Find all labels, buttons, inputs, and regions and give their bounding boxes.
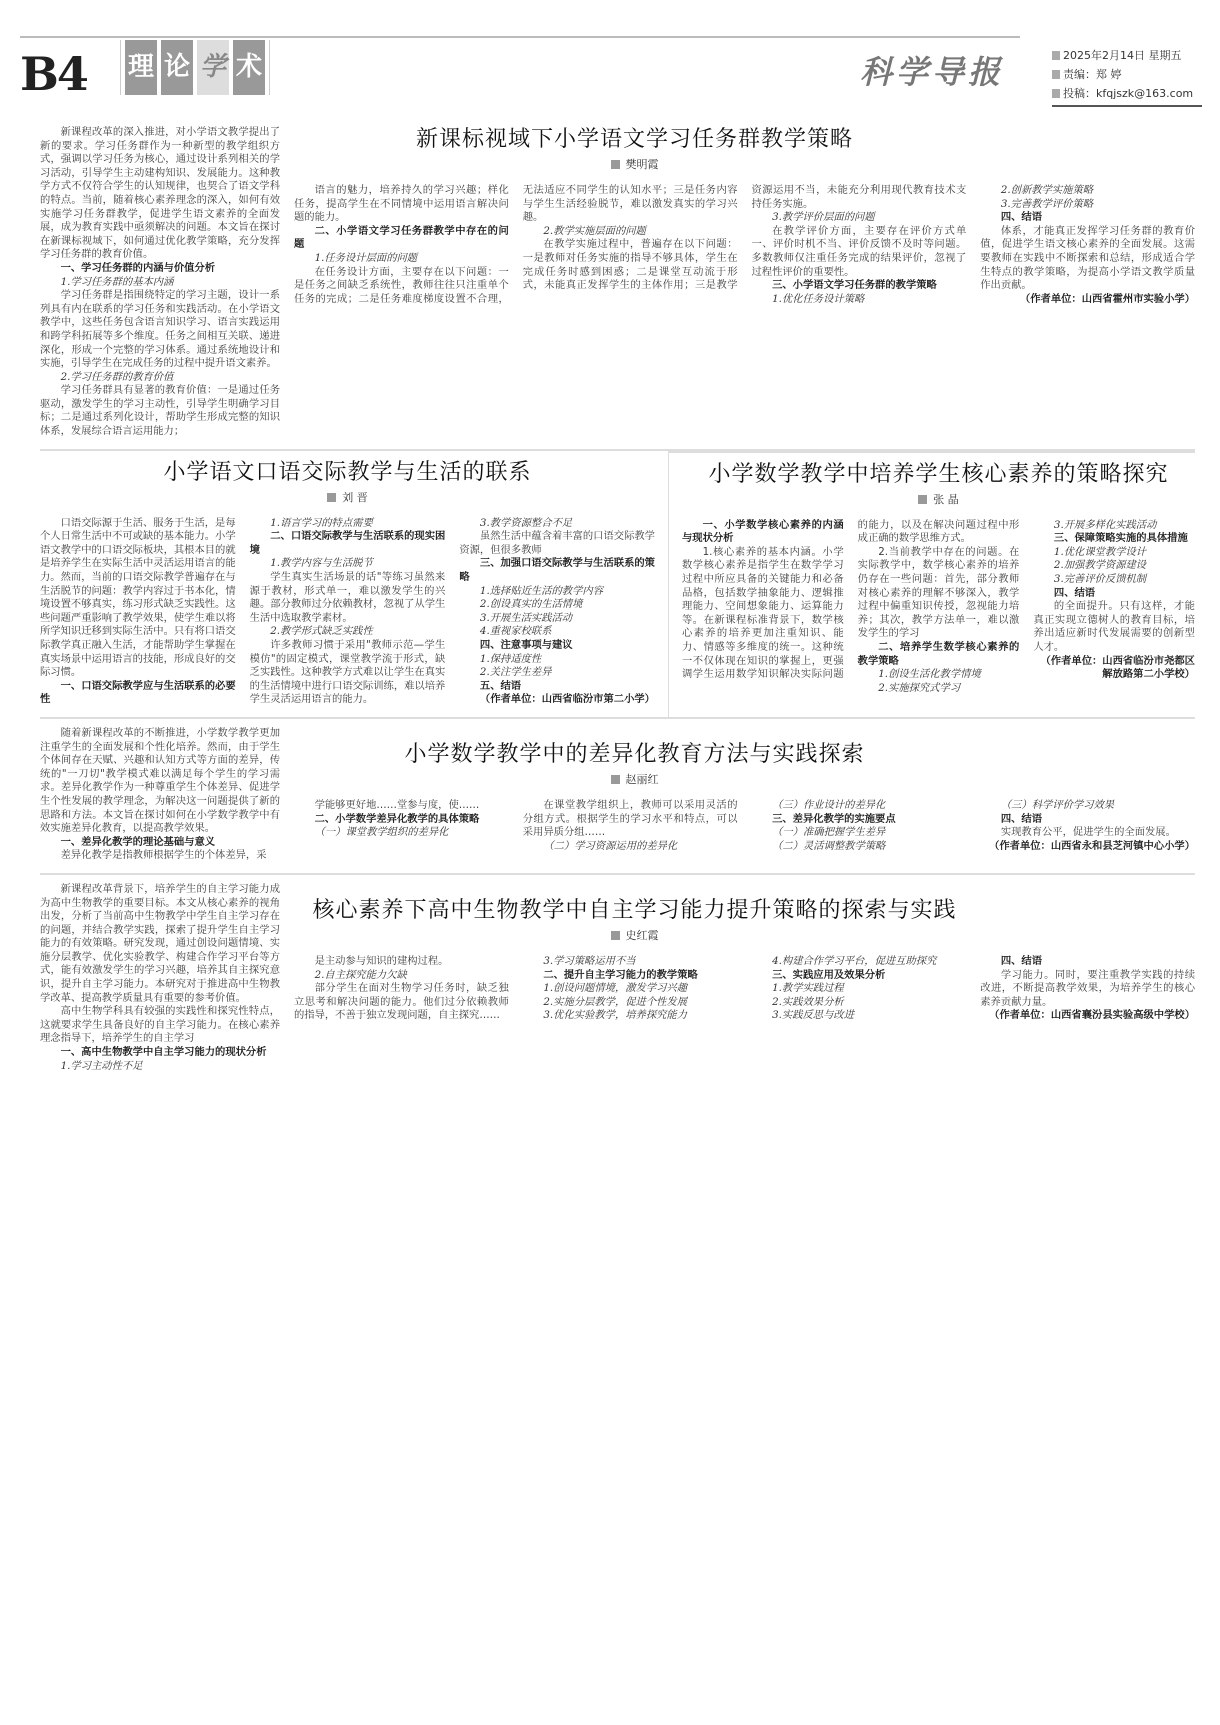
article	[668, 451, 1195, 717]
paragraph: 实现教育公平，促进学生的全面发展。	[1000, 826, 1176, 839]
author-affiliation: （作者单位：山西省临汾市尧都区解放路第二小学校）	[1040, 654, 1195, 681]
editor: 责编：郑 婷	[1052, 65, 1202, 84]
section-char: 论	[161, 40, 193, 95]
section-heading: 二、小学语文学习任务群教学中存在的问题	[294, 224, 509, 251]
subsection-heading: 1.保持适度性	[479, 652, 542, 665]
subsection-heading: 2.教学实施层面的问题	[543, 224, 646, 237]
section-heading: 四、结语	[1000, 211, 1043, 224]
author-affiliation: （作者单位：山西省霍州市实验小学）	[1019, 292, 1195, 305]
subsection-heading: 2.实施分层教学，促进个性发展	[543, 995, 688, 1008]
subsection-heading: （一）课堂教学组织的差异化	[314, 826, 449, 839]
header-rule	[20, 36, 1020, 38]
article-title: 小学数学教学中培养学生核心素养的策略探究	[708, 461, 1169, 487]
author-affiliation: （作者单位：山西省襄汾县实验高级中学校）	[989, 1009, 1195, 1022]
author-affiliation: （作者单位：山西省临汾市第二小学）	[479, 693, 655, 706]
paragraph: 在教学实施过程中，普遍存在以下问题：一是教师对任务实施的指导不够具体，学生在完成任务时感到困惑；二是课堂互动流于形式，未能真正发挥学生的主体作用；三是教学资源运用不当，未能充分利用现代教育技术支持任务实施。	[522, 184, 967, 292]
article-body	[294, 799, 1195, 853]
subsection-heading: 1.任务设计层面的问题	[314, 251, 418, 264]
paragraph: 差异化教学是指教师根据学生的个体差异，采	[60, 849, 267, 862]
article-title: 核心素养下高中生物教学中自主学习能力提升策略的探索与实践	[312, 897, 957, 923]
paragraph: 2.当前教学中存在的问题。在实际教学中，数学核心素养的培养仍存在一些问题：首先，部分教师对核心素养的理解不够深入，教学过程中偏重知识传授，忽视能力培养；其次，教学方法单一，难以激发学生的学习	[857, 545, 1020, 640]
page-content	[40, 118, 1195, 1083]
article-author: 史红霞	[294, 929, 1195, 943]
paragraph: 学生真实生活场景的话"等练习虽然来源于教材，形式单一，难以激发学生的兴趣。部分教师过分依赖教材，忽视了从学生生活中选取教学素材。	[249, 571, 446, 624]
article-body	[294, 955, 1195, 1023]
subsection-heading: 1.创设问题情境，激发学习兴趣	[543, 982, 688, 995]
section-heading: 三、加强口语交际教学与生活联系的策略	[459, 557, 655, 584]
article	[40, 451, 655, 717]
subsection-heading: 2.关注学生差异	[479, 666, 552, 679]
section-heading: 一、小学数学核心素养的内涵与现状分析	[682, 518, 844, 545]
paragraph: 在课堂教学组织上，教师可以采用灵活的分组方式。根据学生的学习水平和特点，可以采用异质分组……	[522, 798, 738, 839]
paragraph: 新课程改革背景下，培养学生的自主学习能力成为高中生物教学的重要目标。本文从核心素养的视角出发，分析了当前高中生物教学中学生自主学习存在的问题，并结合教学实践，探索了提升学生自主学习能力的有效策略。研究发现，通过创设问题情境、实施分层教学、优化实验教学、构建合作学习平台等方式，能有效激发学生的学习兴趣，培养其自主探究意识，提升自主学习能力。本研究对于推进高中生物教学改革、提高教学质量具有重要的参考价值。	[40, 882, 280, 1004]
article-title: 小学数学教学中的差异化教育方法与实践探索	[404, 741, 865, 767]
section-char: 术	[233, 40, 265, 95]
subsection-heading: 3.开展生活实践活动	[479, 611, 573, 624]
subsection-heading: （三）科学评价学习效果	[1000, 798, 1115, 811]
section-char: 理	[125, 40, 157, 95]
paragraph: 部分学生在面对生物学习任务时，缺乏独立思考和解决问题的能力。他们过分依赖教师的指导，不善于独立发现问题，自主探究……	[294, 982, 509, 1022]
paragraph: 的全面提升。只有这样，才能真正实现立德树人的教育目标，培养出适应新时代发展需要的创新型人才。	[1033, 600, 1195, 653]
article-author: 刘 晋	[40, 491, 655, 505]
section-heading: 二、培养学生数学核心素养的教学策略	[857, 641, 1020, 667]
section-heading: 一、口语交际教学应与生活联系的必要性	[40, 679, 236, 706]
article-row	[40, 449, 1195, 717]
subsection-heading: 1.学习主动性不足	[60, 1059, 143, 1072]
subsection-heading: 3.学习策略运用不当	[543, 954, 636, 967]
subsection-heading: 1.创设生活化教学情境	[878, 668, 981, 681]
subsection-heading: 2.自主探究能力欠缺	[314, 968, 407, 981]
subsection-heading: 2.实践效果分析	[772, 995, 844, 1008]
article-author: 樊明霞	[294, 158, 1195, 172]
subsection-heading: 3.教学评价层面的问题	[772, 211, 875, 224]
section-heading: 四、结语	[1053, 586, 1096, 599]
subsection-heading: 2.实施探究式学习	[878, 681, 961, 694]
subsection-heading: 1.优化任务设计策略	[772, 292, 865, 305]
issue-date: 2025年2月14日 星期五	[1052, 46, 1202, 65]
article-lead	[40, 883, 280, 1073]
page-number: B4	[20, 47, 87, 101]
section-heading: 一、高中生物教学中自主学习能力的现状分析	[60, 1046, 267, 1059]
subsection-heading: 3.实践反思与改进	[772, 1009, 854, 1022]
section-heading: 三、差异化教学的实施要点	[772, 812, 896, 825]
article-lead	[40, 126, 280, 439]
section-heading: 四、结语	[1000, 954, 1043, 967]
section-heading: 三、实践应用及效果分析	[772, 968, 886, 981]
article	[40, 118, 1195, 449]
section-heading: 二、提升自主学习能力的教学策略	[543, 968, 698, 981]
author-affiliation: （作者单位：山西省永和县芝河镇中心小学）	[989, 839, 1195, 852]
subsection-heading: 1.选择贴近生活的教学内容	[479, 584, 603, 597]
subsection-heading: 3.完善教学评价策略	[1000, 197, 1094, 210]
subsection-heading: 1.优化课堂教学设计	[1053, 545, 1147, 558]
article-author: 张 晶	[682, 493, 1195, 507]
subsection-heading: 4.重视家校联系	[479, 625, 552, 638]
article-body	[294, 184, 1195, 306]
section-heading: 四、注意事项与建议	[479, 639, 573, 651]
section-heading: 五、结语	[479, 679, 522, 692]
subsection-heading: （一）准确把握学生差异	[772, 826, 886, 839]
paragraph: 随着新课程改革的不断推进，小学数学教学更加注重学生的全面发展和个性化培养。然而，由于学生个体间存在天赋、兴趣和认知方式等方面的差异，传统的"一刀切"教学模式难以满足每个学生的学习需求。差异化教学作为一种尊重学生个体差异、促进学生个性发展的教学理念，为解决这一问题提供了新的思路和方法。本文旨在探讨如何在小学数学教学中有效实施差异化教育，以提高教学效果。	[40, 726, 280, 835]
paragraph: 体系，才能真正发挥学习任务群的教育价值，促进学生语文核心素养的全面发展。这需要教师在实践中不断探索和总结，形成适合学生特点的教学策略，为提高小学语文教学质量作出贡献。	[980, 224, 1195, 292]
article	[40, 717, 1195, 873]
subsection-heading: 2.学习任务群的教育价值	[60, 370, 174, 383]
subsection-heading: 1.教学内容与生活脱节	[270, 557, 373, 570]
article-body	[682, 519, 1195, 696]
subsection-heading: 3.完善评价反馈机制	[1053, 573, 1147, 586]
paragraph: 许多教师习惯于采用"教师示范—学生模仿"的固定模式，课堂教学流于形式，缺乏实践性。这种教学方式难以让学生在真实的生活情境中进行口语交际训练，难以培养学生灵活运用语言的能力。	[249, 639, 446, 706]
article-author: 赵丽红	[294, 773, 1195, 787]
paragraph: 语言的魅力，培养持久的学习兴趣；样化任务，提高学生在不同情境中运用语言解决问题的能力。	[294, 184, 509, 224]
section-heading: 四、结语	[1000, 812, 1043, 825]
article	[40, 873, 1195, 1083]
paragraph: 学习任务群是指围绕特定的学习主题，设计一系列具有内在联系的学习任务和实践活动。在小学语文教学中，这些任务包含语言知识学习、语言实践运用和跨学科拓展等多个维度。任务之间相互关联、递进深化，形成一个完整的学习体系。通过系统地设计和实施，引导学生在完成任务的过程中提升语文素养。	[40, 289, 280, 370]
section-char: 学	[197, 40, 229, 95]
subsection-heading: 3.教学资源整合不足	[479, 516, 573, 529]
subsection-heading: 1.语言学习的特点需要	[270, 516, 373, 529]
paragraph: 学习任务群具有显著的教育价值：一是通过任务驱动，激发学生的学习主动性，引导学生明确学习目标；二是通过系列化设计，帮助学生形成完整的知识体系，发展综合语言运用能力；	[40, 384, 280, 438]
subsection-heading: 2.创设真实的生活情境	[479, 598, 583, 611]
paragraph: 1.核心素养的基本内涵。小学数学核心素养是指学生在数学学习过程中所应具备的关键能力和必备品格，包括数学抽象能力、逻辑推理能力、空间想象能力、运算能力等。在新课程标准背景下，数学核心素养的培养更加注重知识、能力、情感等多维度的统一。这种统一不仅体现在知识的掌握上，更强调学生运用数学知识解决实际问题的能力，以及在解决问题过程中形成正确的数学思维方式。	[682, 518, 1020, 681]
contact-email: 投稿：kfqjszk@163.com	[1052, 84, 1202, 103]
section-heading: 三、保障策略实施的具体措施	[1053, 532, 1188, 545]
paragraph: 在任务设计方面，主要存在以下问题：一是任务之间缺乏系统性，教师往往只注重单个任务的完成；二是任务难度梯度设置不合理，无法适应不同学生的认知水平；三是任务内容与学生生活经验脱节，难以激发真实的学习兴趣。	[294, 184, 738, 305]
section-heading: 三、小学语文学习任务群的教学策略	[772, 279, 937, 292]
paragraph: 口语交际源于生活、服务于生活，是每个人日常生活中不可或缺的基本能力。小学语文教学中的口语交际板块，其根本目的就是培养学生在实际生活中灵活运用语言的能力。然而，当前的口语交际教学普遍存在与生活脱节的问题：教学内容过于书本化，情境设置不够真实，练习形式缺乏实践性。这些问题严重影响了教学效果，使学生难以将所学知识迁移到实际生活中。只有将口语交际教学真正融入生活，才能帮助学生掌握在真实场景中运用语言的技能，形成良好的交际习惯。	[40, 516, 236, 679]
article-title: 小学语文口语交际教学与生活的联系	[163, 459, 532, 485]
paragraph: 高中生物学科具有较强的实践性和探究性特点，这就要求学生具备良好的自主学习能力。在核心素养理念指导下，培养学生的自主学习	[40, 1005, 280, 1045]
subsection-heading: 2.加强教学资源建设	[1053, 559, 1147, 572]
subsection-heading: （二）学习资源运用的差异化	[543, 839, 678, 852]
paragraph: 在教学评价方面，主要存在评价方式单一、评价时机不当、评价反馈不及时等问题。多数教师仅注重任务完成的结果评价，忽视了过程性评价的重要性。	[751, 224, 967, 278]
paragraph: 学能够更好地……堂参与度，使……	[314, 798, 480, 811]
subsection-heading: 3.优化实验教学，培养探究能力	[543, 1009, 688, 1022]
subsection-heading: 2.教学形式缺乏实践性	[270, 625, 373, 638]
subsection-heading: （二）灵活调整教学策略	[772, 839, 886, 852]
section-heading: 二、口语交际教学与生活联系的现实困境	[249, 530, 446, 556]
section-heading: 一、差异化教学的理论基础与意义	[60, 835, 216, 848]
subsection-heading: 1.教学实践过程	[772, 982, 844, 995]
section-name-logo	[120, 40, 270, 95]
masthead-logo: 科学导报	[860, 53, 1005, 91]
subsection-heading: 2.创新教学实施策略	[1000, 184, 1094, 196]
paragraph: 是主动参与知识的建构过程。	[314, 954, 449, 967]
article-body	[40, 517, 655, 707]
subsection-heading: 4.构建合作学习平台，促进互助探究	[772, 954, 937, 967]
article-lead	[40, 727, 280, 863]
section-heading: 一、学习任务群的内涵与价值分析	[60, 261, 216, 274]
paragraph: 虽然生活中蕴含着丰富的口语交际教学资源，但很多教师	[459, 530, 655, 556]
subsection-heading: 1.学习任务群的基本内涵	[60, 275, 174, 288]
subsection-heading: 3.开展多样化实践活动	[1053, 518, 1157, 531]
article-title: 新课标视域下小学语文学习任务群教学策略	[415, 127, 853, 152]
subsection-heading: （三）作业设计的差异化	[772, 798, 886, 811]
paragraph: 新课程改革的深入推进，对小学语文教学提出了新的要求。学习任务群作为一种新型的教学组织方式，强调以学习任务为核心，通过设计系列相关的学习活动，引导学生主动建构知识、发展能力。这种教学方式不仅符合学生的认知规律，也契合了语文学科的特点。当前，随着核心素养理念的深入，如何有效实施学习任务群教学，促进学生语文素养的全面发展，成为教育实践中亟须解决的问题。本文旨在探讨在新课标视域下，如何通过优化教学策略，充分发挥学习任务群的教育价值。	[40, 126, 280, 261]
section-heading: 二、小学数学差异化教学的具体策略	[314, 812, 480, 825]
paragraph: 学习能力。同时，要注重教学实践的持续改进，不断提高教学效果，为培养学生的核心素养贡献力量。	[980, 968, 1195, 1008]
issue-info	[1052, 46, 1202, 107]
